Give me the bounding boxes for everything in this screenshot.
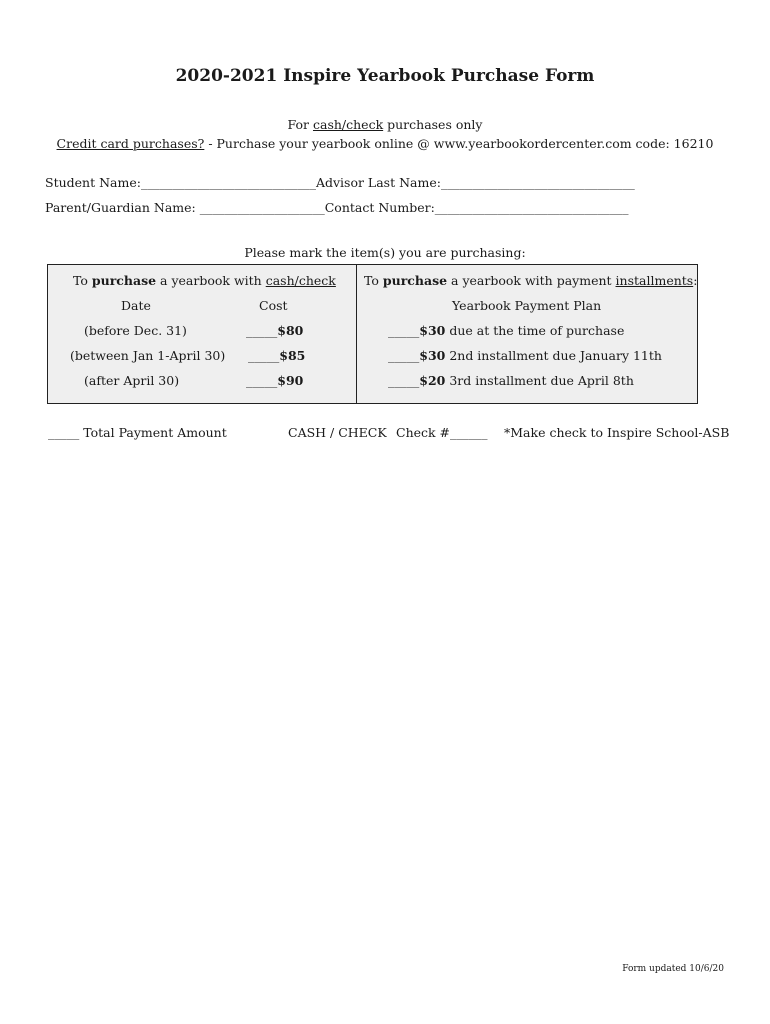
student-name-label: Student Name:: [45, 175, 141, 190]
check-payable-note: *Make check to Inspire School-ASB: [504, 425, 730, 440]
parent-contact-row: [45, 200, 629, 215]
credit-card-note: [0, 136, 770, 151]
instruction-text: Please mark the item(s) you are purchasing:: [244, 245, 526, 260]
price-date-before-dec: (before Dec. 31): [84, 323, 187, 338]
payment-method[interactable]: CASH / CHECK: [288, 425, 387, 440]
parent-name-field[interactable]: ____________________: [199, 200, 325, 215]
contact-number-field[interactable]: _______________________________: [434, 200, 629, 215]
installment-text: 2nd installment due January 11th: [445, 348, 662, 363]
installment-option-1[interactable]: [388, 323, 624, 338]
check-number-field[interactable]: ______: [450, 425, 488, 440]
heading-text: a yearbook with payment: [447, 273, 616, 288]
date-column-header: Date: [121, 298, 151, 313]
installment-option-3[interactable]: [388, 373, 634, 388]
installment-text: due at the time of purchase: [445, 323, 625, 338]
heading-bold: purchase: [382, 273, 448, 288]
cash-panel-heading: [73, 273, 336, 288]
form-title: 2020-2021 Inspire Yearbook Purchase Form: [175, 66, 595, 86]
note-prefix: For: [287, 117, 313, 132]
total-amount-label: Total Payment Amount: [79, 425, 227, 440]
parent-name-label: Parent/Guardian Name:: [45, 200, 200, 215]
heading-underlined: installments: [615, 273, 694, 288]
heading-colon: :: [693, 273, 698, 288]
installment-amount: $30: [419, 348, 446, 363]
contact-number-label: Contact Number:: [324, 200, 435, 215]
heading-text: To: [73, 273, 92, 288]
installment-amount: $20: [419, 373, 446, 388]
total-payment-amount: [48, 425, 227, 440]
checkbox-blank[interactable]: _____: [246, 373, 278, 388]
online-order-text: - Purchase your yearbook online @ www.yearbookordercenter.com code: 16210: [204, 136, 714, 151]
heading-text: To: [364, 273, 383, 288]
price-value: $90: [277, 373, 304, 388]
payment-plan-subheading: Yearbook Payment Plan: [452, 298, 602, 313]
student-name-field[interactable]: ____________________________: [140, 175, 316, 190]
price-value: $80: [277, 323, 304, 338]
price-date-after-april: (after April 30): [84, 373, 180, 388]
installment-text: 3rd installment due April 8th: [445, 373, 634, 388]
checkbox-blank[interactable]: _____: [388, 348, 420, 363]
heading-bold: purchase: [91, 273, 157, 288]
note-suffix: purchases only: [383, 117, 483, 132]
cost-column-header: Cost: [259, 298, 288, 313]
checkbox-blank[interactable]: _____: [248, 348, 280, 363]
check-number: [396, 425, 488, 440]
checkbox-blank[interactable]: _____: [388, 323, 420, 338]
heading-underlined: cash/check: [265, 273, 336, 288]
total-amount-field[interactable]: _____: [48, 425, 80, 440]
advisor-name-label: Advisor Last Name:: [315, 175, 441, 190]
cash-check-text: cash/check: [312, 117, 384, 132]
checkbox-blank[interactable]: _____: [388, 373, 420, 388]
form-updated-date: Form updated 10/6/20: [622, 964, 724, 974]
price-option-80[interactable]: [246, 323, 303, 338]
installment-panel-heading: [364, 273, 697, 288]
check-number-label: Check #: [396, 425, 451, 440]
credit-card-link[interactable]: Credit card purchases?: [56, 136, 205, 151]
purchase-options-box: [47, 264, 698, 404]
installment-amount: $30: [419, 323, 446, 338]
checkbox-blank[interactable]: _____: [246, 323, 278, 338]
price-option-85[interactable]: [248, 348, 305, 363]
advisor-name-field[interactable]: _______________________________: [440, 175, 635, 190]
heading-text: a yearbook with: [156, 273, 266, 288]
student-advisor-row: [45, 175, 635, 190]
cash-check-note: [0, 117, 770, 132]
price-date-jan-april: (between Jan 1-April 30): [70, 348, 226, 363]
price-value: $85: [279, 348, 306, 363]
price-option-90[interactable]: [246, 373, 303, 388]
installment-option-2[interactable]: [388, 348, 662, 363]
panel-divider: [356, 265, 357, 403]
